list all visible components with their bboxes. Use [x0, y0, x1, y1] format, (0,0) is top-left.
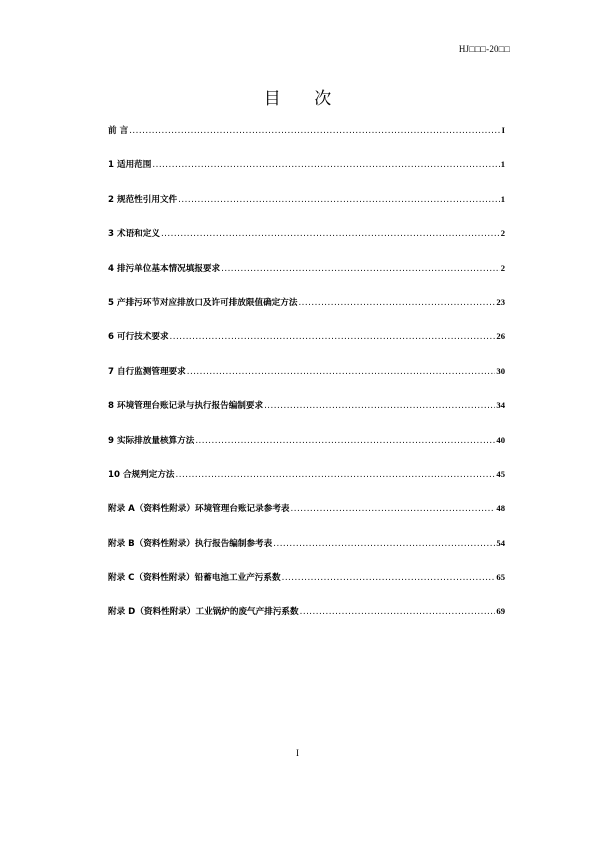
- toc-leader-dots: [300, 607, 496, 617]
- toc-leader-dots: [152, 160, 499, 170]
- toc-title: 目 次: [263, 89, 346, 109]
- toc-entry-feasible-techniques[interactable]: [108, 330, 505, 364]
- toc-entry-page: I: [501, 125, 505, 135]
- toc-leader-dots: [195, 436, 495, 446]
- toc-entry-label: 9 实际排放量核算方法: [108, 435, 195, 446]
- toc-entry-page: 40: [496, 434, 505, 445]
- toc-leader-dots: [291, 504, 496, 514]
- toc-leader-dots: [176, 470, 496, 480]
- toc-entry-label: 4 排污单位基本情况填报要求: [108, 263, 221, 274]
- toc-entry-page: 34: [496, 400, 505, 411]
- toc-entry-page: 1: [500, 193, 505, 204]
- toc-entry-page: 2: [500, 262, 505, 273]
- toc-entry-label: 前 言: [108, 126, 129, 136]
- toc-leader-dots: [178, 195, 500, 205]
- toc-entry-appendix-a[interactable]: [108, 502, 505, 536]
- table-of-contents: [108, 124, 505, 640]
- toc-entry-appendix-d[interactable]: [108, 605, 505, 639]
- toc-entry-foreword[interactable]: [108, 124, 505, 158]
- toc-entry-label: 2 规范性引用文件: [108, 194, 178, 205]
- toc-entry-page: 48: [496, 503, 505, 514]
- toc-entry-actual-emissions[interactable]: [108, 434, 505, 468]
- toc-entry-page: 26: [496, 331, 505, 342]
- toc-entry-label: 附录 A（资料性附录）环境管理台账记录参考表: [108, 504, 290, 515]
- toc-leader-dots: [170, 332, 496, 342]
- toc-leader-dots: [187, 367, 496, 377]
- toc-entry-page: 45: [496, 468, 505, 479]
- toc-leader-dots: [298, 298, 495, 308]
- toc-entry-page: 23: [496, 296, 505, 307]
- toc-entry-terms-definitions[interactable]: [108, 227, 505, 261]
- toc-entry-emission-limits[interactable]: [108, 296, 505, 330]
- toc-entry-compliance[interactable]: [108, 468, 505, 502]
- toc-leader-dots: [221, 264, 500, 274]
- toc-entry-normative-references[interactable]: [108, 193, 505, 227]
- toc-entry-self-monitoring[interactable]: [108, 365, 505, 399]
- page-number: I: [296, 748, 299, 758]
- toc-entry-page: 30: [496, 365, 505, 376]
- toc-entry-label: 附录 B（资料性附录）执行报告编制参考表: [108, 538, 273, 549]
- toc-entry-page: 54: [496, 537, 505, 548]
- toc-entry-ledger-reporting[interactable]: [108, 399, 505, 433]
- toc-entry-label: 10 合规判定方法: [108, 469, 175, 480]
- toc-entry-basic-info[interactable]: [108, 262, 505, 296]
- toc-entry-label: 8 环境管理台账记录与执行报告编制要求: [108, 401, 264, 412]
- toc-entry-scope[interactable]: [108, 158, 505, 192]
- toc-entry-label: 6 可行技术要求: [108, 332, 169, 343]
- toc-entry-label: 附录 C（资料性附录）铅蓄电池工业产污系数: [108, 573, 281, 584]
- toc-entry-label: 3 术语和定义: [108, 229, 160, 240]
- toc-leader-dots: [161, 229, 500, 239]
- document-code: HJ□□□-20□□: [458, 44, 510, 54]
- toc-leader-dots: [273, 539, 495, 549]
- toc-entry-label: 附录 D（资料性附录）工业锅炉的废气产排污系数: [108, 607, 299, 618]
- toc-leader-dots: [129, 126, 500, 136]
- toc-entry-page: 1: [500, 159, 505, 170]
- toc-leader-dots: [282, 573, 496, 583]
- toc-leader-dots: [264, 401, 495, 411]
- toc-entry-page: 69: [496, 606, 505, 617]
- toc-entry-page: 2: [500, 228, 505, 239]
- toc-entry-page: 65: [496, 572, 505, 583]
- toc-entry-appendix-b[interactable]: [108, 537, 505, 571]
- toc-entry-label: 5 产排污环节对应排放口及许可排放限值确定方法: [108, 297, 298, 308]
- toc-entry-appendix-c[interactable]: [108, 571, 505, 605]
- toc-entry-label: 1 适用范围: [108, 160, 152, 171]
- toc-entry-label: 7 自行监测管理要求: [108, 366, 186, 377]
